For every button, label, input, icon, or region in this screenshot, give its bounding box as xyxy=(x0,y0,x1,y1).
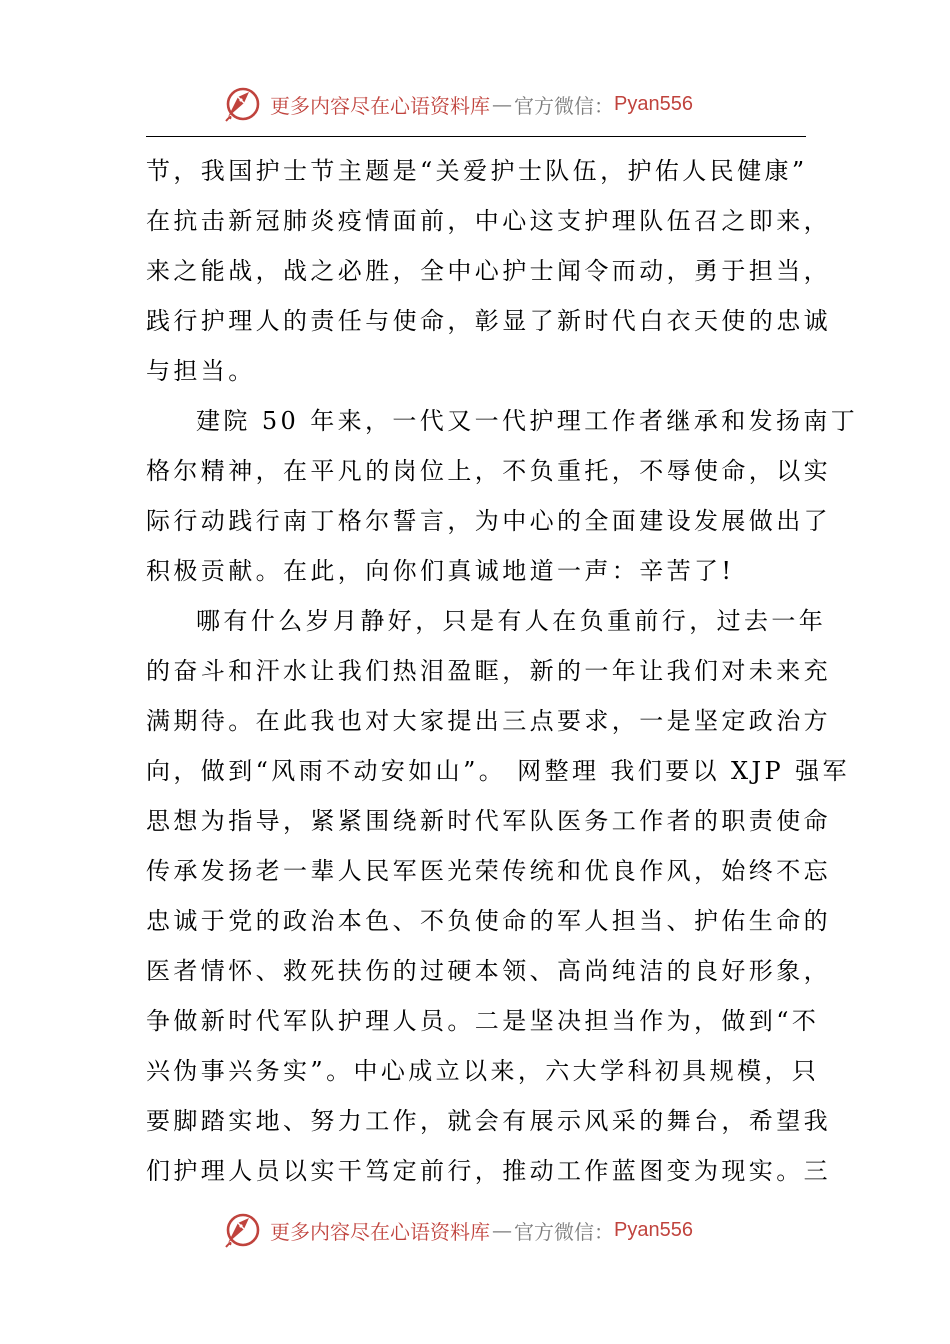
text-line: 忠诚于党的政治本色、不负使命的军人担当、护佑生命的 xyxy=(146,907,831,935)
text-line: 与担当。 xyxy=(146,357,256,385)
text-line: 满期待。在此我也对大家提出三点要求，一是坚定政治方 xyxy=(146,707,831,735)
paragraph-start-line: 建院 50 年来，一代又一代护理工作者继承和发扬南丁 xyxy=(196,407,859,435)
footer-wechat-label: 官方微信： xyxy=(514,1219,614,1244)
text-line: 积极贡献。在此，向你们真诚地道一声：辛苦了! xyxy=(146,557,735,585)
footer-site-name: 更多内容尽在心语资料库 xyxy=(270,1219,490,1244)
header-banner xyxy=(222,82,693,126)
text-line: 争做新时代军队护理人员。二是坚决担当作为，做到“不 xyxy=(146,1007,820,1035)
text-line: 来之能战，战之必胜，全中心护士闻令而动，勇于担当， xyxy=(146,257,831,285)
header-divider xyxy=(146,136,806,137)
header-site-name: 更多内容尽在心语资料库 xyxy=(270,93,490,118)
text-line: 传承发扬老一辈人民军医光荣传统和优良作风，始终不忘 xyxy=(146,857,831,885)
header-wechat-id: Pyan556 xyxy=(614,92,693,115)
header-wechat-label: 官方微信： xyxy=(514,93,614,118)
text-line: 在抗击新冠肺炎疫情面前，中心这支护理队伍召之即来， xyxy=(146,207,831,235)
text-line: 思想为指导，紧紧围绕新时代军队医务工作者的职责使命 xyxy=(146,807,831,835)
text-line: 兴伪事兴务实”。中心成立以来，六大学科初具规模，只 xyxy=(146,1057,820,1085)
text-line: 们护理人员以实干笃定前行，推动工作蓝图变为现实。三 xyxy=(146,1157,831,1185)
header-separator: — xyxy=(492,92,512,116)
text-line: 践行护理人的责任与使命，彰显了新时代白衣天使的忠诚 xyxy=(146,307,831,335)
text-line: 际行动践行南丁格尔誓言，为中心的全面建设发展做出了 xyxy=(146,507,831,535)
text-line: 格尔精神，在平凡的岗位上，不负重托，不辱使命，以实 xyxy=(146,457,831,485)
footer-wechat-id: Pyan556 xyxy=(614,1218,693,1241)
footer-separator: — xyxy=(492,1218,512,1242)
document-body xyxy=(146,146,859,1196)
text-line: 节，我国护士节主题是“关爱护士队伍，护佑人民健康” xyxy=(146,157,808,185)
text-line: 要脚踏实地、努力工作，就会有展示风采的舞台，希望我 xyxy=(146,1107,831,1135)
text-line: 的奋斗和汗水让我们热泪盈眶，新的一年让我们对未来充 xyxy=(146,657,831,685)
footer-banner xyxy=(222,1208,693,1252)
text-line: 医者情怀、救死扶伤的过硬本领、高尚纯洁的良好形象， xyxy=(146,957,831,985)
pen-nib-circle-icon xyxy=(222,1209,264,1251)
paragraph-start-line: 哪有什么岁月静好，只是有人在负重前行，过去一年 xyxy=(196,607,827,635)
text-line: 向，做到“风雨不动安如山”。 网整理 我们要以 XJP 强军 xyxy=(146,757,850,785)
pen-nib-circle-icon xyxy=(222,83,264,125)
